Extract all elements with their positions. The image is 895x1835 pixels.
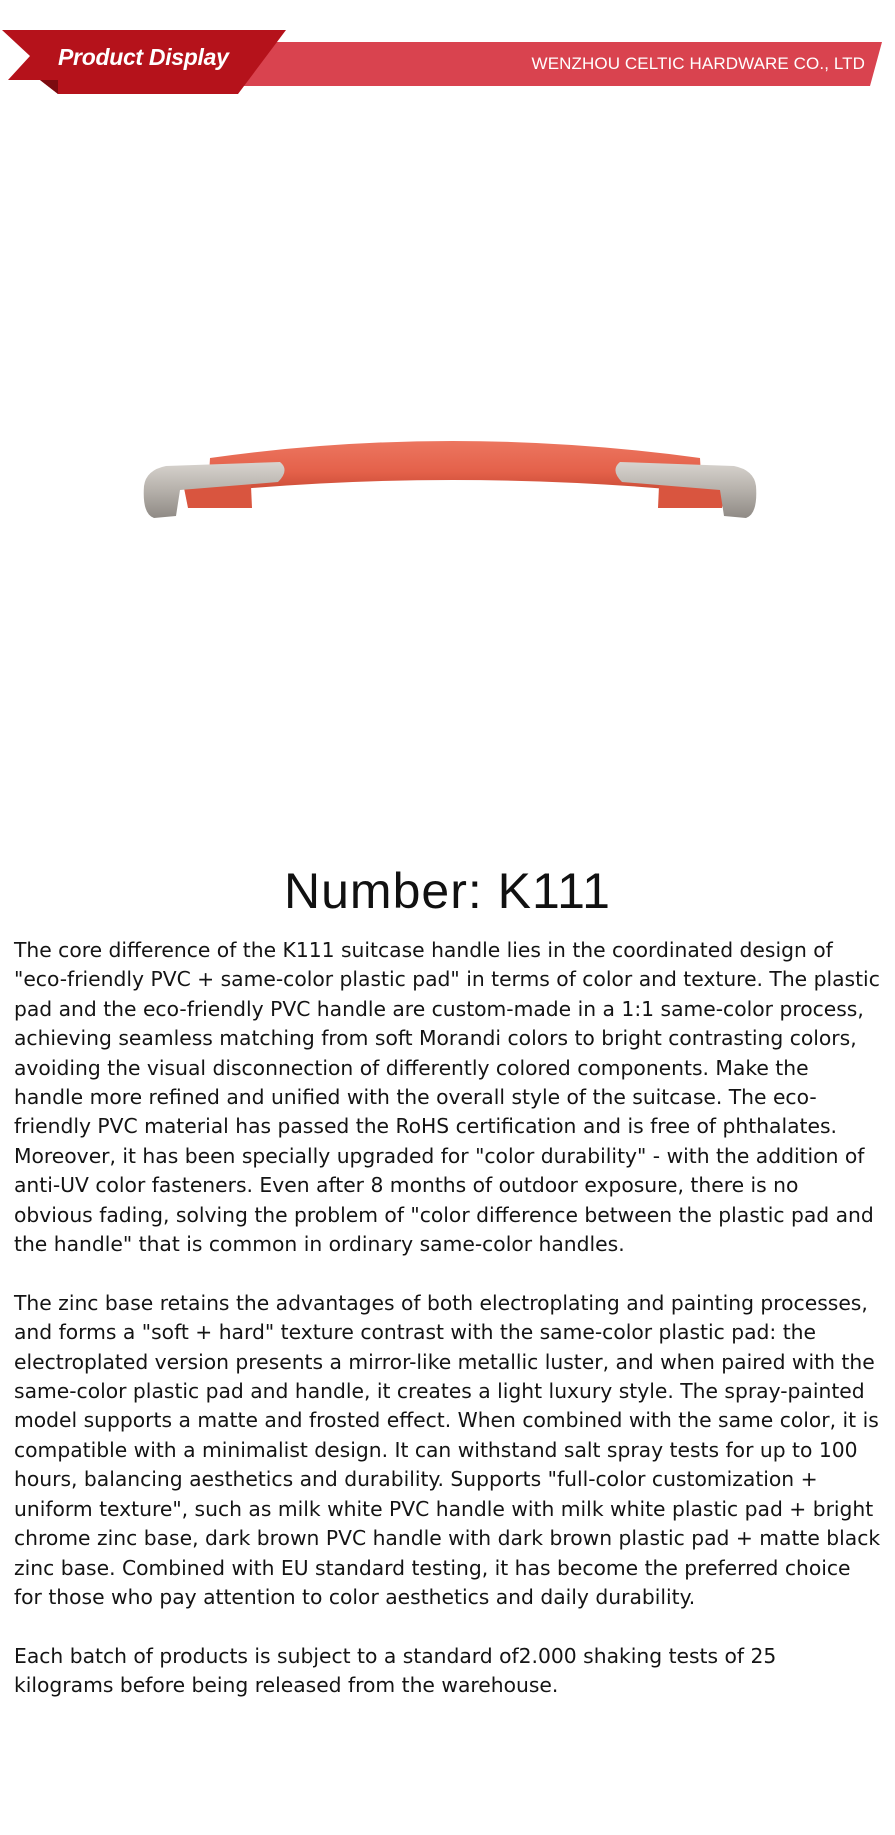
header-banner — [0, 0, 895, 110]
banner-tab-fold — [40, 80, 58, 94]
product-number: Number: K111 — [284, 863, 611, 919]
banner-title: Product Display — [58, 44, 229, 70]
suitcase-handle-icon — [140, 430, 760, 550]
description-paragraph: Each batch of products is subject to a standard of2.000 shaking tests of 25 kilograms before being released from the warehouse. — [14, 1643, 777, 1698]
description-paragraph: The zinc base retains the advantages of both electroplating and painting processes, and forms a "soft + hard" texture contrast with the same-color plastic pad: the electroplated version presents a mirror-like metallic luster, and when paired with the same-color plastic pad and handle, it creates a light luxury style. The spray-painted model supports a matte and frosted effect. When combined with the same color, it is compatible with a minimalist design. It can withstand salt spray tests for up to 100 hours, balancing aesthetics and durability. Supports "full-color customization + uniform texture", such as milk white PVC handle with milk white plastic pad + bright chrome zinc base, dark brown PVC handle with dark brown plastic pad + matte black zinc base. Combined with EU standard testing, it has become the preferred choice for those who pay attention to color aesthetics and daily durability. — [14, 1290, 881, 1609]
description-paragraph: The core difference of the K111 suitcase handle lies in the coordinated design of "eco-friendly PVC + same-color plastic pad" in terms of color and texture. The plastic pad and the eco-friendly PVC handle are custom-made in a 1:1 same-color process, achieving seamless matching from soft Morandi colors to bright contrasting colors, avoiding the visual disconnection of differently colored components. Make the handle more refined and unified with the overall style of the suitcase. The eco-friendly PVC material has passed the RoHS certification and is free of phthalates. Moreover, it has been specially upgraded for "color durability" - with the addition of anti-UV color fasteners. Even after 8 months of outdoor exposure, there is no obvious fading, solving the problem of "color difference between the plastic pad and the handle" that is common in ordinary same-color handles. — [14, 938, 880, 1257]
product-description — [14, 936, 882, 1730]
company-name: WENZHOU CELTIC HARDWARE CO., LTD — [531, 54, 865, 73]
product-image — [140, 430, 760, 550]
